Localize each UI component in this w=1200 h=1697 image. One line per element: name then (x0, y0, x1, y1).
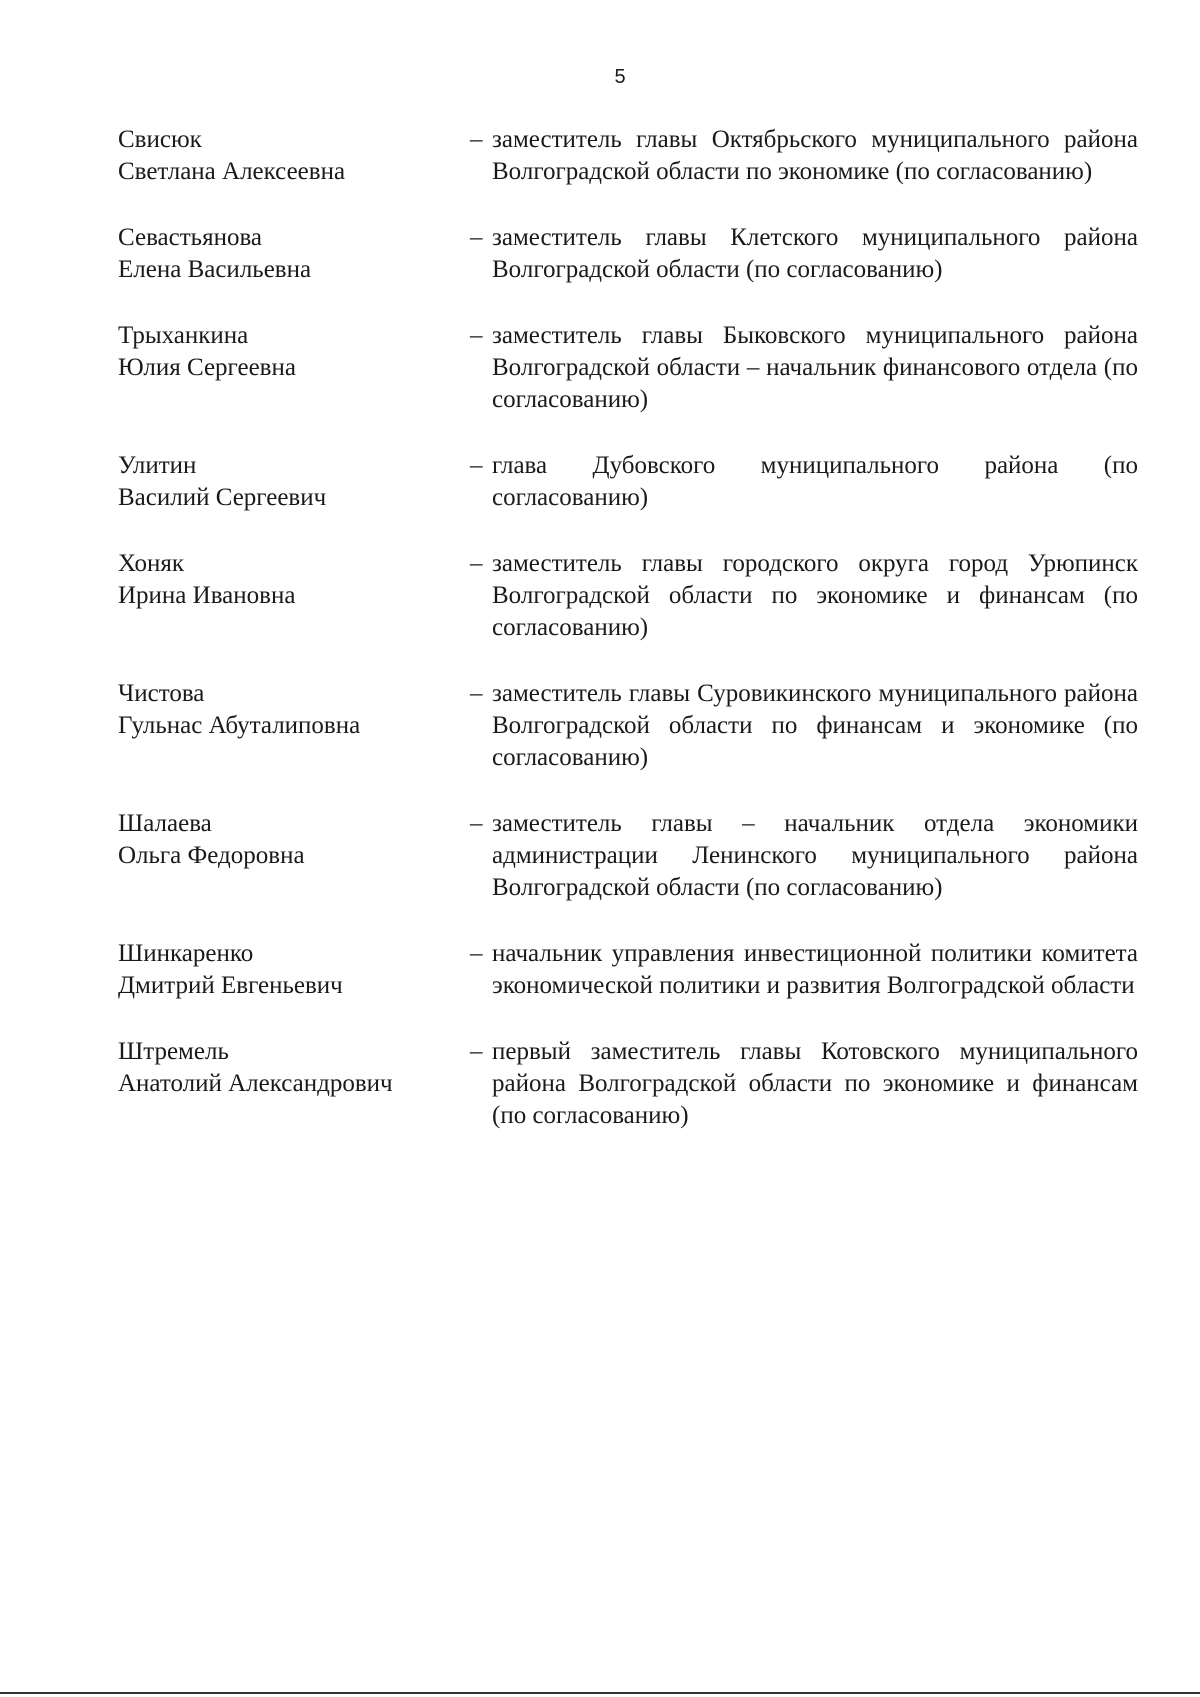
member-name (118, 1036, 460, 1132)
scan-edge-line (0, 1692, 1200, 1694)
member-entry (118, 678, 1138, 774)
member-role: начальник управления инвестиционной политики комитета экономической политики и развития Волгоградской области (492, 940, 1138, 999)
dash-separator: – (470, 550, 483, 577)
dash-separator: – (470, 940, 483, 967)
member-surname: Чистова (118, 680, 205, 707)
member-entry (118, 548, 1138, 644)
members-list (118, 124, 1138, 1166)
member-name (118, 124, 460, 188)
member-given-names: Ирина Ивановна (118, 582, 296, 609)
member-given-names: Ольга Федоровна (118, 842, 305, 869)
member-role: глава Дубовского муниципального района (по согласованию) (492, 452, 1138, 511)
member-surname: Севастьянова (118, 224, 263, 251)
dash-separator: – (470, 1038, 483, 1065)
member-role: заместитель главы – начальник отдела экономики администрации Ленинского муниципального района Волгоградской области (по согласованию) (492, 810, 1138, 901)
dash-separator: – (470, 680, 483, 707)
member-name (118, 222, 460, 286)
member-entry (118, 320, 1138, 416)
member-name (118, 678, 460, 774)
member-name (118, 808, 460, 904)
member-role: заместитель главы Октябрьского муниципального района Волгоградской области по экономике (по согласованию) (492, 126, 1138, 185)
member-given-names: Елена Васильевна (118, 256, 312, 283)
member-entry (118, 450, 1138, 514)
member-entry (118, 938, 1138, 1002)
dash-separator: – (470, 322, 483, 349)
member-given-names: Гульнас Абуталиповна (118, 712, 361, 739)
dash-separator: – (470, 452, 483, 479)
member-role: первый заместитель главы Котовского муниципального района Волгоградской области по экономике и финансам (по согласованию) (492, 1038, 1138, 1129)
member-name (118, 548, 460, 644)
member-role: заместитель главы Клетского муниципального района Волгоградской области (по согласованию) (492, 224, 1138, 283)
member-given-names: Анатолий Александрович (118, 1070, 393, 1097)
member-surname: Трыханкина (118, 322, 249, 349)
member-surname: Хоняк (118, 550, 185, 577)
member-name (118, 938, 460, 1002)
member-surname: Улитин (118, 452, 197, 479)
member-surname: Штремель (118, 1038, 229, 1065)
dash-separator: – (470, 224, 483, 251)
member-given-names: Дмитрий Евгеньевич (118, 972, 343, 999)
member-surname: Шалаева (118, 810, 212, 837)
member-name (118, 450, 460, 514)
member-role: заместитель главы городского округа город Урюпинск Волгоградской области по экономике и финансам (по согласованию) (492, 550, 1138, 641)
member-name (118, 320, 460, 416)
member-surname: Свисюк (118, 126, 202, 153)
member-given-names: Юлия Сергеевна (118, 354, 296, 381)
dash-separator: – (470, 810, 483, 837)
member-role: заместитель главы Быковского муниципального района Волгоградской области – начальник финансового отдела (по согласованию) (492, 322, 1138, 413)
member-entry (118, 222, 1138, 286)
member-surname: Шинкаренко (118, 940, 254, 967)
page-number: 5 (614, 66, 626, 88)
member-given-names: Светлана Алексеевна (118, 158, 346, 185)
member-role: заместитель главы Суровикинского муниципального района Волгоградской области по финансам и экономике (по согласованию) (492, 680, 1138, 771)
member-entry (118, 1036, 1138, 1132)
dash-separator: – (470, 126, 483, 153)
member-entry (118, 124, 1138, 188)
member-given-names: Василий Сергеевич (118, 484, 327, 511)
member-entry (118, 808, 1138, 904)
